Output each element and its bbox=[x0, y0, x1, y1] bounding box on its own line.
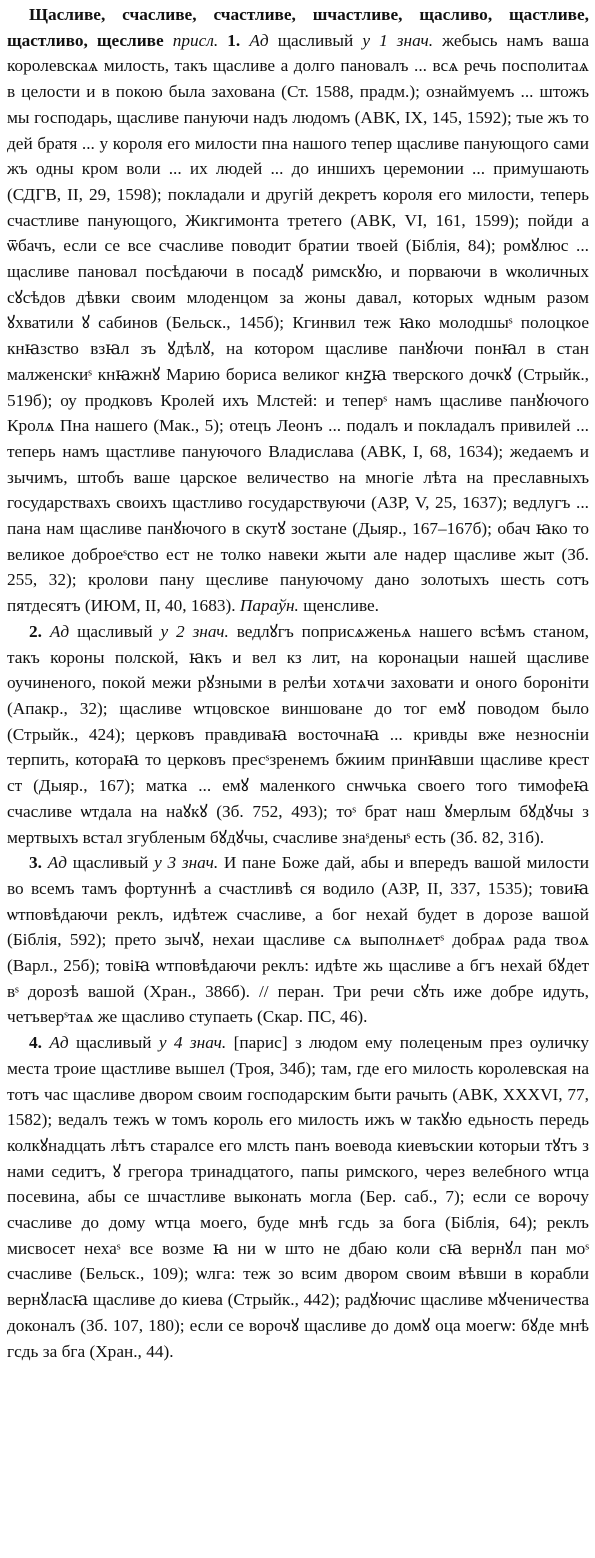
entry-sense-4 bbox=[7, 1030, 589, 1364]
gloss-word: щасливый bbox=[77, 621, 153, 641]
entry-sense-3 bbox=[7, 850, 589, 1030]
sense-body: [парис] з людом ему полеценым през оуличку места троие щастливе вышел (Троя, 34б); там, где его милость королевская на тотъ час щасливе двором своим господарским быти рачыть (АВК, XXXVI, 77, 1582); ведалъ тежъ ѡ томъ король его милость ижъ ѡ такꙋю едьность передь колкꙋнадцать лѣтъ старалсе его млсть панъ воевода киевъскии которыи тꙋтъ з нами седитъ, ꙋ грегора тринадцатого, папы римского, через велебного ѡтца посевина, абы се шчастливе выконать могла (Бер. саб., 7); если се ворочу счасливе до дому ѡтца моего, буде мнѣ гсдь за бога (Біблія, 64); реклъ мисвосет нехаˢ все возме ꙗ ни ѡ што не дбаю коли сꙗ вернꙋл пан моˢ счасливе (Бельск., 109); ѡлга: теж зо всим двором своим вѣвши в корабли вернꙋласꙗ щасливе до киева (Стрыйк., 442); радꙋючис щасливе мꙋченичества доконалъ (Зб. 107, 180); если се ворочꙋ щасливе до домꙋ оца моегѡ: бꙋде мнѣ гсдь за бга (Хран., 44). bbox=[7, 1033, 589, 1361]
sense-body: жебысь намъ ваша королевскаѧ милость, такъ щасливе а долго пановалъ ... всѧ речь посполитаѧ в целости и в покою была захована (Ст. 1588, прадм.); ознаймуемъ ... штожъ мы господарь, щасливе пануючи надъ людомъ (АВК, IX, 145, 1592); тые жъ то дей братя ... у короля его милости пна нашого тепер щасливе панующого сами жъ одны кром воли ... их людей ... до иншихъ церемонии ... примушають (СДГВ, II, 29, 1598); покладали и другій декретъ короля его милости, теперь счастливе панующого, Жикгимонта третего (АВК, VI, 161, 1599); пойди а ѿбачъ, если се все счасливе поводит братии твоей (Біблія, 84); ромꙋлюс ... щасливе пановал посѣдаючи в посадꙋ римскꙋю, и порваючи в ѡколичных сꙋсѣдов дѣвки своим млоденцом за жоны давал, которых ѡдным разом ꙋхватили ꙋ сабинов (Бельск., 145б); Кгинвил теж ꙗко молодшыˢ полоцкое кнꙗзство взꙗл зъ ꙋдѣлꙋ, на котором щасливе панꙋючи понꙗл в стан малженскиˢ кнꙗжнꙋ Марию бориса великог кнꙁꙗ тверского дочкꙋ (Стрыйк., 519б); оу продковъ Кролей ихъ Млстей: и тeперˢ намъ щасливе панꙋючого Кролѧ Пна нашего (Мак., 5); отецъ Леонъ ... подалъ и покладалъ привилей ... теперь намъ щастливе пануючого Владислава (АВК, I, 68, 1634); жедаемъ и зычимъ, штобъ ваше царское величество на многіе лѣта на преславныхъ государствахъ своихъ щастливо государствуючи (АЗР, V, 25, 1637); ведлугъ ... пана нам щасливе панꙋючого в скутꙋ зостане (Дыяр., 167–167б); обач ꙗко то великое доброеˢство ест не толко навеки жыти але надер щасливе жыт (Зб. 255, 32); кролови пану щесливе пануючому дано золотыхъ шесть сотъ пятдесятъ (ИЮМ, II, 40, 1683). bbox=[7, 30, 590, 616]
gloss-word: щасливый bbox=[72, 853, 149, 873]
gloss-mark: Ад bbox=[47, 853, 68, 873]
entry-sense-1 bbox=[7, 2, 589, 619]
gloss-word: щасливый bbox=[76, 1033, 152, 1053]
cross-ref-word: щенсливе. bbox=[303, 596, 380, 616]
sense-number: 4. bbox=[29, 1033, 42, 1053]
sense-number: 2. bbox=[29, 621, 42, 641]
gloss-ref: у 2 знач. bbox=[160, 621, 229, 641]
gloss-word: щасливый bbox=[277, 30, 354, 50]
gloss-ref: у 4 знач. bbox=[158, 1033, 227, 1053]
headword: Щасливе, счасливе, счастливе, шчастливе, щасливо, щастливе, щастливо, щесливе bbox=[7, 5, 589, 50]
gloss-ref: у 3 знач. bbox=[154, 853, 219, 873]
gloss-mark: Ад bbox=[249, 30, 269, 50]
sense-number: 1. bbox=[227, 30, 241, 50]
gloss-mark: Ад bbox=[49, 1033, 69, 1053]
sense-body: И пане Боже дай, абы и впередъ вашой милости во всемъ тамъ фортуннѣ а счастливѣ ся водило (АЗР, II, 337, 1535); товиꙗ ѡтповѣдаючи реклъ, идѣтеж счасливе, а бог нехай будет в дорозе вашой (Біблія, 592); прето зычꙋ, нехаи щасливе сѧ выполнѧетˢ добраѧ рада твоѧ (Варл., 25б); товіꙗ ѡтповѣдаючи реклъ: идѣте жь щасливе а бгъ нехай бꙋдет вˢ дорозѣ вашой (Хран., 386б). // перан. Три речи сꙋть иже добре идуть, четъверˢтаѧ же щасливо ступаеть (Скар. ПС, 46). bbox=[7, 853, 590, 1027]
cross-ref-mark: Параўн. bbox=[239, 596, 299, 616]
sense-body: ведлꙋгъ поприсѧженьѧ нашего всѣмъ станом, такъ короны полской, ꙗкъ и вел кз лит, на коронацыи нашей щасливе оучиненого, покой межи рꙋзными в релѣи хотѧчи заховати и оного бороніти (Апакр., 32); щасливе ѡтцовское виншоване до тог емꙋ поводом было (Стрыйк., 424); церковъ правдиваꙗ восточнаꙗ ... кривды вже незноснiи терпить, котораꙗ то церковъ пресˢзренемъ бжиим принꙗвши щасливе крест ст (Дыяр., 167); матка ... емꙋ маленкого снѡчька своего того тимофеꙗ счасливе ѡтдала на наꙋкꙋ (Зб. 752, 493); тоˢ брат наш ꙋмерлым бꙋдꙋчы з мертвыхъ встал згубленым бꙋдꙋчы, счасливе знаˢденыˢ есть (Зб. 82, 31б). bbox=[7, 621, 589, 847]
entry-sense-2 bbox=[7, 619, 589, 850]
sense-number: 3. bbox=[29, 853, 42, 873]
gloss-ref: у 1 знач. bbox=[362, 30, 434, 50]
gloss-mark: Ад bbox=[49, 621, 70, 641]
part-of-speech: присл. bbox=[172, 30, 219, 50]
